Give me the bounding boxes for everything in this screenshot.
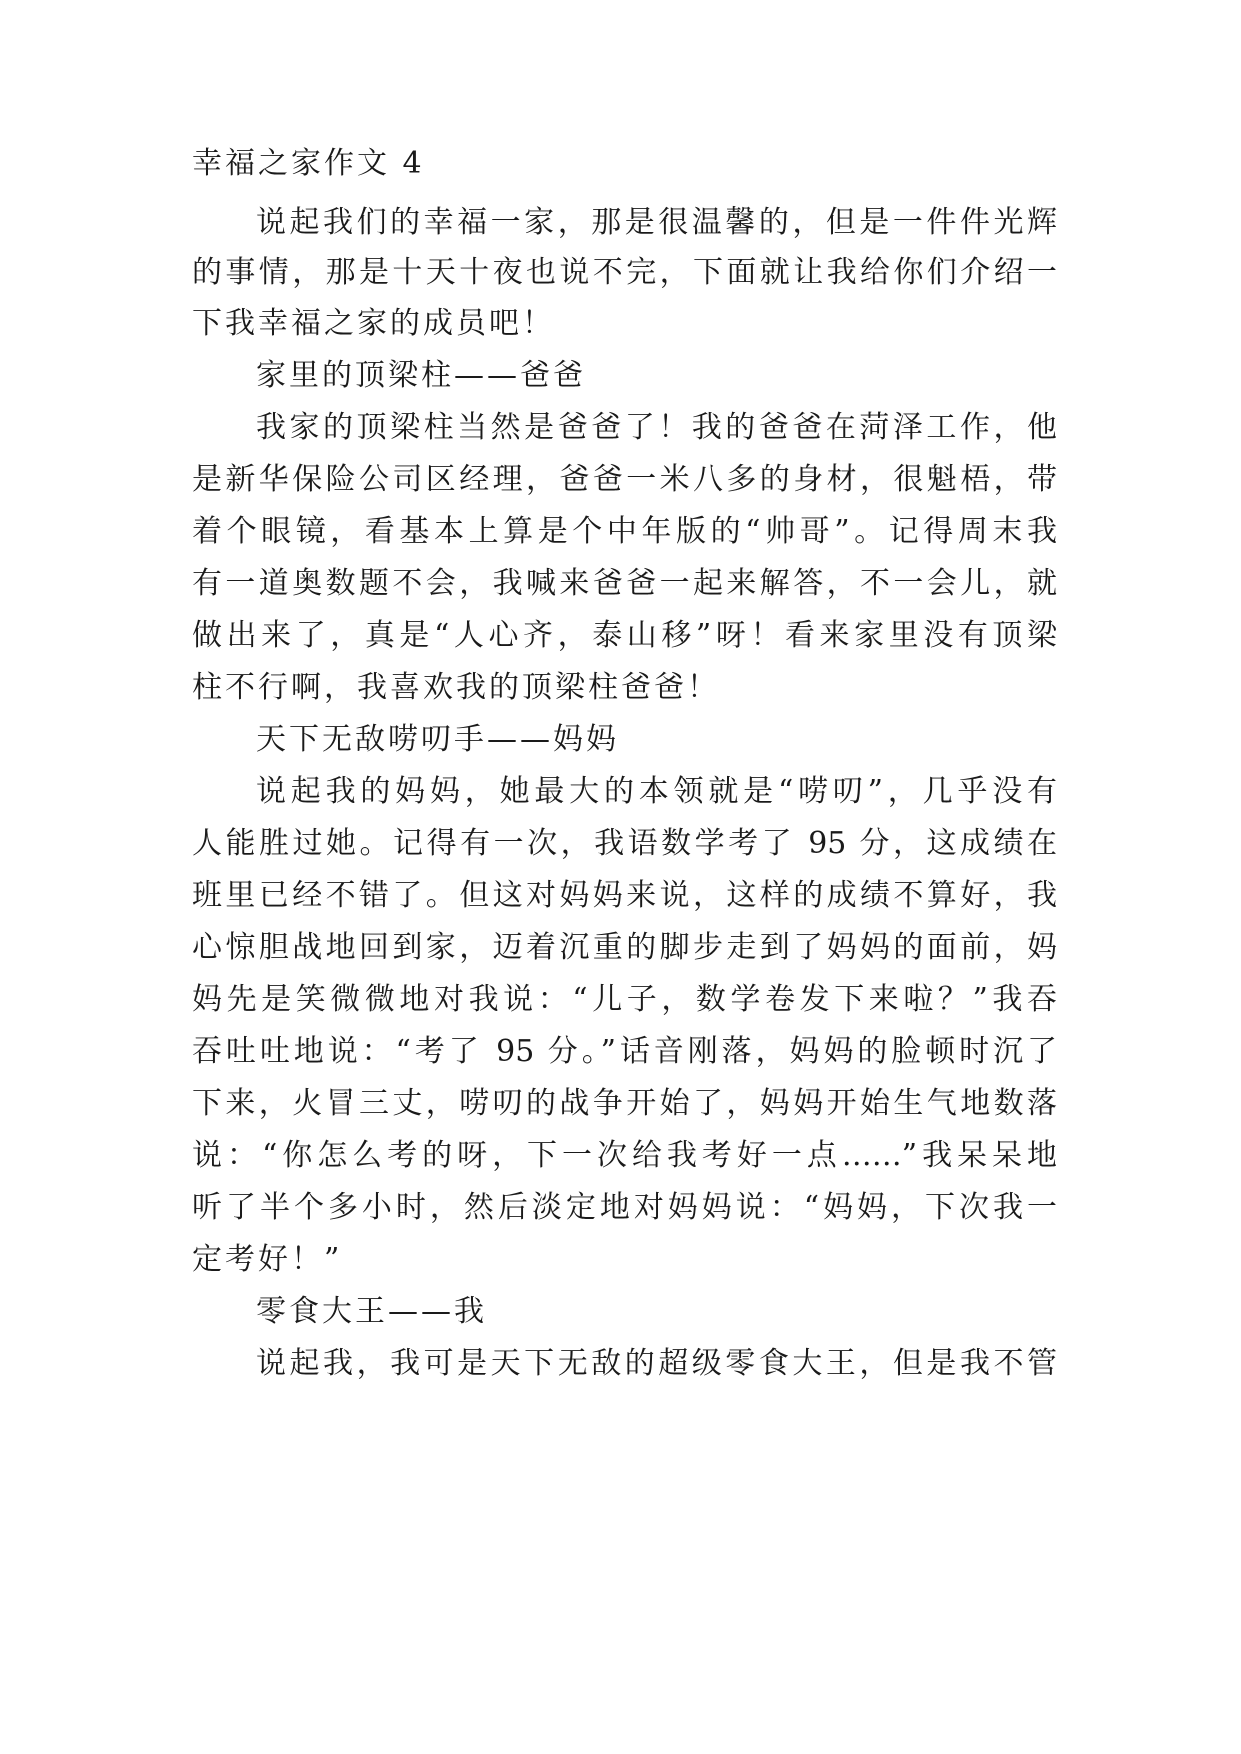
paragraph-line: 吞吐吐地说：“考了 95 分。”话音刚落，妈妈的脸顿时沉了 [192, 1034, 1057, 1069]
paragraph-line: 做出来了，真是“人心齐，泰山移”呀！看来家里没有顶梁 [192, 618, 1057, 653]
paragraph-line: 定考好！” [192, 1242, 343, 1277]
section-heading: 家里的顶梁柱——爸爸 [256, 358, 586, 393]
paragraph-line: 人能胜过她。记得有一次，我语数学考了 95 分，这成绩在 [192, 826, 1057, 861]
paragraph-line: 有一道奥数题不会，我喊来爸爸一起来解答，不一会儿，就 [192, 566, 1057, 601]
section-heading: 零食大王——我 [256, 1294, 487, 1329]
paragraph-line: 妈先是笑微微地对我说：“儿子，数学卷发下来啦？”我吞 [192, 982, 1057, 1017]
paragraph-line: 心惊胆战地回到家，迈着沉重的脚步走到了妈妈的面前，妈 [192, 930, 1057, 965]
paragraph-line: 着个眼镜，看基本上算是个中年版的“帅哥”。记得周末我 [192, 514, 1057, 549]
paragraph-line: 我家的顶梁柱当然是爸爸了！我的爸爸在菏泽工作，他 [256, 410, 1057, 445]
paragraph-line: 柱不行啊，我喜欢我的顶梁柱爸爸！ [192, 670, 720, 705]
paragraph-line: 说起我的妈妈，她最大的本领就是“唠叨”，几乎没有 [256, 774, 1057, 809]
paragraph-line: 下我幸福之家的成员吧！ [192, 306, 555, 341]
paragraph-line: 的事情，那是十天十夜也说不完，下面就让我给你们介绍一 [192, 255, 1057, 290]
document-title: 幸福之家作文 4 [192, 146, 425, 181]
paragraph-line: 班里已经不错了。但这对妈妈来说，这样的成绩不算好，我 [192, 878, 1057, 913]
paragraph-line: 听了半个多小时，然后淡定地对妈妈说：“妈妈，下次我一 [192, 1190, 1057, 1225]
paragraph-line: 是新华保险公司区经理，爸爸一米八多的身材，很魁梧，带 [192, 462, 1057, 497]
section-heading: 天下无敌唠叨手——妈妈 [256, 722, 619, 757]
paragraph-line: 说起我，我可是天下无敌的超级零食大王，但是我不管 [256, 1346, 1057, 1381]
paragraph-line: 说：“你怎么考的呀，下一次给我考好一点……”我呆呆地 [192, 1138, 1057, 1173]
paragraph-line: 说起我们的幸福一家，那是很温馨的，但是一件件光辉 [256, 205, 1057, 240]
paragraph-line: 下来，火冒三丈，唠叨的战争开始了，妈妈开始生气地数落 [192, 1086, 1057, 1121]
